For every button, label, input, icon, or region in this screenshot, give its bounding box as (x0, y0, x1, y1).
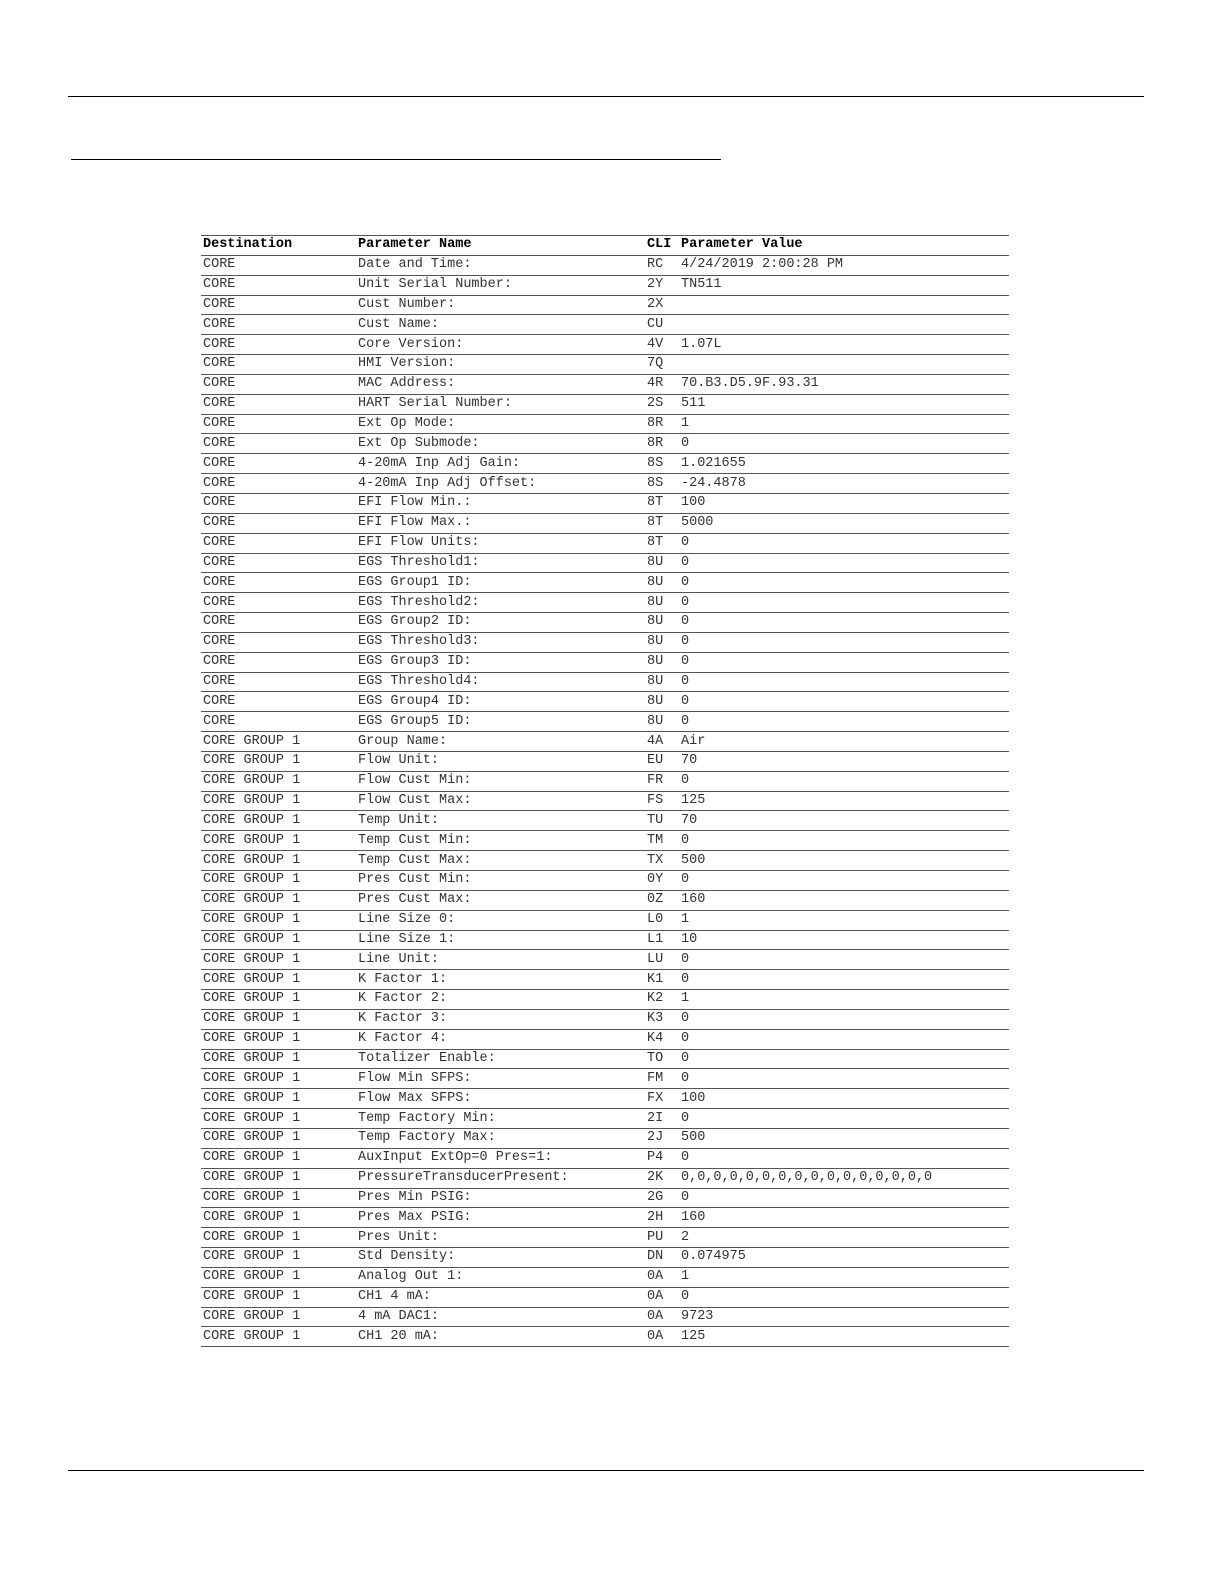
cell-parameter-value: 0 (679, 1029, 1009, 1049)
cell-parameter-name: EGS Group4 ID: (356, 692, 645, 712)
table-row (201, 990, 1009, 1010)
cell-cli: TM (645, 831, 679, 851)
header-destination: Destination (201, 236, 356, 256)
cell-parameter-value: 0 (679, 672, 1009, 692)
cell-destination: CORE GROUP 1 (201, 1228, 356, 1248)
table-row (201, 1248, 1009, 1268)
cell-cli: K3 (645, 1009, 679, 1029)
table-row (201, 533, 1009, 553)
cell-parameter-value: 1.07L (679, 335, 1009, 355)
cell-destination: CORE (201, 374, 356, 394)
cell-parameter-value (679, 315, 1009, 335)
table-row (201, 1168, 1009, 1188)
table-row (201, 434, 1009, 454)
cell-cli: L1 (645, 930, 679, 950)
cell-parameter-name: Temp Factory Max: (356, 1128, 645, 1148)
cell-cli: 4R (645, 374, 679, 394)
cell-cli: 2S (645, 394, 679, 414)
cell-destination: CORE GROUP 1 (201, 950, 356, 970)
cell-parameter-name: CH1 4 mA: (356, 1287, 645, 1307)
cell-parameter-value: 0 (679, 1109, 1009, 1129)
cell-parameter-name: Pres Unit: (356, 1228, 645, 1248)
cell-destination: CORE GROUP 1 (201, 990, 356, 1010)
cell-parameter-value: 100 (679, 1089, 1009, 1109)
cell-cli: 8R (645, 434, 679, 454)
cell-destination: CORE GROUP 1 (201, 910, 356, 930)
cell-cli: 8S (645, 454, 679, 474)
table-row (201, 454, 1009, 474)
cell-parameter-value: 160 (679, 890, 1009, 910)
cell-destination: CORE (201, 295, 356, 315)
cell-parameter-value: 0 (679, 1069, 1009, 1089)
cell-destination: CORE GROUP 1 (201, 1287, 356, 1307)
cell-parameter-name: Line Unit: (356, 950, 645, 970)
table-row (201, 335, 1009, 355)
cell-parameter-name: EGS Group5 ID: (356, 712, 645, 732)
cell-parameter-value: 0 (679, 970, 1009, 990)
cell-parameter-value: 5000 (679, 513, 1009, 533)
cell-cli: 0A (645, 1267, 679, 1287)
cell-parameter-name: Cust Name: (356, 315, 645, 335)
cell-parameter-value: 1.021655 (679, 454, 1009, 474)
cell-destination: CORE GROUP 1 (201, 1248, 356, 1268)
table-row (201, 751, 1009, 771)
cell-destination: CORE GROUP 1 (201, 1267, 356, 1287)
cell-destination: CORE (201, 593, 356, 613)
cell-parameter-name: Temp Unit: (356, 811, 645, 831)
table-row (201, 712, 1009, 732)
cell-parameter-value (679, 355, 1009, 375)
table-row (201, 1267, 1009, 1287)
cell-destination: CORE GROUP 1 (201, 811, 356, 831)
table-row (201, 255, 1009, 275)
cell-parameter-value (679, 295, 1009, 315)
cell-parameter-name: Pres Cust Max: (356, 890, 645, 910)
cell-parameter-name: K Factor 3: (356, 1009, 645, 1029)
cell-cli: 8T (645, 513, 679, 533)
cell-destination: CORE GROUP 1 (201, 771, 356, 791)
cell-parameter-value: 0,0,0,0,0,0,0,0,0,0,0,0,0,0,0,0 (679, 1168, 1009, 1188)
cell-destination: CORE GROUP 1 (201, 1188, 356, 1208)
cell-destination: CORE (201, 434, 356, 454)
cell-parameter-name: Flow Cust Min: (356, 771, 645, 791)
cell-parameter-name: HART Serial Number: (356, 394, 645, 414)
cell-cli: 8U (645, 652, 679, 672)
table-row (201, 1327, 1009, 1347)
cell-parameter-value: 70 (679, 751, 1009, 771)
cell-parameter-name: EFI Flow Units: (356, 533, 645, 553)
cell-destination: CORE GROUP 1 (201, 970, 356, 990)
cell-parameter-value: 0 (679, 1148, 1009, 1168)
cell-cli: TX (645, 851, 679, 871)
table-row (201, 1049, 1009, 1069)
table-row (201, 771, 1009, 791)
cell-destination: CORE GROUP 1 (201, 1089, 356, 1109)
cell-cli: 2Y (645, 275, 679, 295)
cell-parameter-name: Line Size 0: (356, 910, 645, 930)
cell-parameter-name: EGS Threshold2: (356, 593, 645, 613)
table-row (201, 930, 1009, 950)
table-row (201, 732, 1009, 752)
cell-cli: LU (645, 950, 679, 970)
cell-cli: TU (645, 811, 679, 831)
table-row (201, 1287, 1009, 1307)
cell-cli: K2 (645, 990, 679, 1010)
table-row (201, 493, 1009, 513)
table-row (201, 1228, 1009, 1248)
footer-rule (68, 1470, 1144, 1471)
table-row (201, 593, 1009, 613)
cell-parameter-value: 0 (679, 553, 1009, 573)
cell-parameter-value: 0 (679, 950, 1009, 970)
table-row (201, 910, 1009, 930)
cell-destination: CORE GROUP 1 (201, 930, 356, 950)
cell-parameter-value: 511 (679, 394, 1009, 414)
header-cli: CLI (645, 236, 679, 256)
cell-destination: CORE GROUP 1 (201, 1069, 356, 1089)
cell-cli: K4 (645, 1029, 679, 1049)
table-row (201, 414, 1009, 434)
cell-destination: CORE GROUP 1 (201, 1029, 356, 1049)
cell-parameter-value: 4/24/2019 2:00:28 PM (679, 255, 1009, 275)
section-rule (71, 159, 721, 160)
table-row (201, 573, 1009, 593)
table-row (201, 692, 1009, 712)
table-row (201, 474, 1009, 494)
cell-cli: 8U (645, 672, 679, 692)
cell-cli: RC (645, 255, 679, 275)
cell-cli: FS (645, 791, 679, 811)
cell-cli: 8U (645, 712, 679, 732)
cell-parameter-name: 4-20mA Inp Adj Gain: (356, 454, 645, 474)
header-rule (68, 96, 1144, 97)
cell-destination: CORE GROUP 1 (201, 791, 356, 811)
cell-destination: CORE GROUP 1 (201, 890, 356, 910)
cell-destination: CORE (201, 474, 356, 494)
table-row (201, 1188, 1009, 1208)
table-row (201, 890, 1009, 910)
cell-parameter-name: K Factor 4: (356, 1029, 645, 1049)
table-row (201, 275, 1009, 295)
cell-destination: CORE (201, 255, 356, 275)
cell-destination: CORE (201, 493, 356, 513)
table-row (201, 950, 1009, 970)
cell-cli: 8T (645, 533, 679, 553)
cell-destination: CORE GROUP 1 (201, 1168, 356, 1188)
cell-parameter-name: EFI Flow Max.: (356, 513, 645, 533)
cell-parameter-name: EGS Group2 ID: (356, 613, 645, 633)
table-row (201, 374, 1009, 394)
cell-parameter-name: CH1 20 mA: (356, 1327, 645, 1347)
cell-parameter-value: 1 (679, 414, 1009, 434)
cell-destination: CORE GROUP 1 (201, 871, 356, 891)
cell-cli: 0Y (645, 871, 679, 891)
cell-parameter-name: EFI Flow Min.: (356, 493, 645, 513)
cell-parameter-value: 0 (679, 573, 1009, 593)
cell-destination: CORE (201, 513, 356, 533)
cell-parameter-name: Unit Serial Number: (356, 275, 645, 295)
table-row (201, 791, 1009, 811)
cell-destination: CORE (201, 632, 356, 652)
cell-parameter-name: EGS Group1 ID: (356, 573, 645, 593)
header-parameter-name: Parameter Name (356, 236, 645, 256)
cell-parameter-value: 1 (679, 1267, 1009, 1287)
table-row (201, 1208, 1009, 1228)
cell-cli: 7Q (645, 355, 679, 375)
cell-parameter-name: Pres Cust Min: (356, 871, 645, 891)
cell-parameter-name: Ext Op Mode: (356, 414, 645, 434)
table-row (201, 811, 1009, 831)
cell-cli: FR (645, 771, 679, 791)
cell-cli: 4V (645, 335, 679, 355)
cell-destination: CORE (201, 692, 356, 712)
cell-parameter-name: 4 mA DAC1: (356, 1307, 645, 1327)
cell-parameter-name: EGS Threshold4: (356, 672, 645, 692)
cell-parameter-name: Analog Out 1: (356, 1267, 645, 1287)
cell-parameter-name: Flow Cust Max: (356, 791, 645, 811)
cell-parameter-name: Std Density: (356, 1248, 645, 1268)
cell-parameter-name: AuxInput ExtOp=0 Pres=1: (356, 1148, 645, 1168)
cell-destination: CORE GROUP 1 (201, 732, 356, 752)
cell-cli: 8U (645, 573, 679, 593)
cell-parameter-name: HMI Version: (356, 355, 645, 375)
cell-destination: CORE (201, 275, 356, 295)
cell-parameter-name: Date and Time: (356, 255, 645, 275)
cell-parameter-name: Ext Op Submode: (356, 434, 645, 454)
cell-parameter-value: 0 (679, 1287, 1009, 1307)
cell-destination: CORE GROUP 1 (201, 831, 356, 851)
cell-parameter-value: 500 (679, 851, 1009, 871)
cell-cli: 8U (645, 613, 679, 633)
table-row (201, 355, 1009, 375)
cell-cli: 0Z (645, 890, 679, 910)
cell-parameter-name: Totalizer Enable: (356, 1049, 645, 1069)
table-row (201, 394, 1009, 414)
cell-parameter-name: Pres Min PSIG: (356, 1188, 645, 1208)
cell-parameter-name: EGS Threshold1: (356, 553, 645, 573)
cell-cli: 2H (645, 1208, 679, 1228)
cell-destination: CORE (201, 652, 356, 672)
cell-parameter-value: 0 (679, 1049, 1009, 1069)
cell-destination: CORE (201, 553, 356, 573)
cell-parameter-value: 0.074975 (679, 1248, 1009, 1268)
cell-parameter-value: 70.B3.D5.9F.93.31 (679, 374, 1009, 394)
cell-parameter-value: 70 (679, 811, 1009, 831)
cell-parameter-name: Flow Min SFPS: (356, 1069, 645, 1089)
cell-parameter-value: 500 (679, 1128, 1009, 1148)
cell-destination: CORE (201, 454, 356, 474)
cell-parameter-name: Temp Cust Max: (356, 851, 645, 871)
table-row (201, 553, 1009, 573)
cell-cli: 2I (645, 1109, 679, 1129)
cell-parameter-value: 0 (679, 1009, 1009, 1029)
cell-parameter-value: 0 (679, 533, 1009, 553)
cell-destination: CORE (201, 335, 356, 355)
cell-cli: TO (645, 1049, 679, 1069)
cell-parameter-name: Temp Factory Min: (356, 1109, 645, 1129)
cell-parameter-value: 125 (679, 1327, 1009, 1347)
cell-destination: CORE GROUP 1 (201, 1148, 356, 1168)
cell-parameter-value: 0 (679, 692, 1009, 712)
cell-parameter-value: TN511 (679, 275, 1009, 295)
cell-parameter-value: 0 (679, 771, 1009, 791)
cell-destination: CORE (201, 613, 356, 633)
cell-destination: CORE (201, 414, 356, 434)
cell-cli: 2G (645, 1188, 679, 1208)
cell-destination: CORE GROUP 1 (201, 751, 356, 771)
cell-parameter-name: Cust Number: (356, 295, 645, 315)
cell-parameter-value: 160 (679, 1208, 1009, 1228)
cell-destination: CORE GROUP 1 (201, 1327, 356, 1347)
cell-parameter-name: Pres Max PSIG: (356, 1208, 645, 1228)
cell-cli: 8T (645, 493, 679, 513)
cell-destination: CORE GROUP 1 (201, 1307, 356, 1327)
cell-parameter-value: Air (679, 732, 1009, 752)
cell-destination: CORE GROUP 1 (201, 1128, 356, 1148)
cell-parameter-value: 0 (679, 831, 1009, 851)
cell-parameter-value: -24.4878 (679, 474, 1009, 494)
cell-parameter-name: Line Size 1: (356, 930, 645, 950)
table-row (201, 1089, 1009, 1109)
table-row (201, 513, 1009, 533)
cell-parameter-name: K Factor 1: (356, 970, 645, 990)
cell-cli: EU (645, 751, 679, 771)
cell-destination: CORE GROUP 1 (201, 1009, 356, 1029)
cell-parameter-value: 0 (679, 871, 1009, 891)
cell-destination: CORE (201, 533, 356, 553)
table-row (201, 315, 1009, 335)
cell-parameter-value: 1 (679, 910, 1009, 930)
cell-parameter-value: 0 (679, 593, 1009, 613)
cell-parameter-name: Flow Unit: (356, 751, 645, 771)
parameter-table (201, 235, 1009, 1347)
cell-parameter-name: Core Version: (356, 335, 645, 355)
cell-parameter-name: MAC Address: (356, 374, 645, 394)
table-row (201, 1148, 1009, 1168)
cell-parameter-value: 0 (679, 434, 1009, 454)
cell-cli: 2X (645, 295, 679, 315)
cell-cli: 8U (645, 553, 679, 573)
cell-parameter-value: 2 (679, 1228, 1009, 1248)
cell-cli: PU (645, 1228, 679, 1248)
cell-destination: CORE GROUP 1 (201, 851, 356, 871)
table-row (201, 295, 1009, 315)
cell-cli: 8U (645, 632, 679, 652)
table-row (201, 672, 1009, 692)
table-row (201, 851, 1009, 871)
cell-destination: CORE (201, 672, 356, 692)
cell-destination: CORE (201, 394, 356, 414)
table-row (201, 1109, 1009, 1129)
table-row (201, 652, 1009, 672)
cell-destination: CORE (201, 355, 356, 375)
cell-cli: K1 (645, 970, 679, 990)
cell-cli: 8S (645, 474, 679, 494)
cell-cli: FX (645, 1089, 679, 1109)
table-row (201, 871, 1009, 891)
table-row (201, 1069, 1009, 1089)
cell-parameter-name: Temp Cust Min: (356, 831, 645, 851)
cell-parameter-value: 0 (679, 632, 1009, 652)
cell-parameter-name: EGS Group3 ID: (356, 652, 645, 672)
cell-parameter-value: 0 (679, 1188, 1009, 1208)
cell-parameter-name: Flow Max SFPS: (356, 1089, 645, 1109)
cell-parameter-value: 0 (679, 712, 1009, 732)
cell-destination: CORE GROUP 1 (201, 1049, 356, 1069)
cell-cli: 8U (645, 692, 679, 712)
cell-destination: CORE GROUP 1 (201, 1109, 356, 1129)
cell-destination: CORE (201, 315, 356, 335)
cell-cli: L0 (645, 910, 679, 930)
cell-parameter-value: 0 (679, 652, 1009, 672)
cell-parameter-value: 9723 (679, 1307, 1009, 1327)
cell-parameter-name: K Factor 2: (356, 990, 645, 1010)
cell-parameter-value: 10 (679, 930, 1009, 950)
table-header-row (201, 236, 1009, 256)
cell-cli: 2K (645, 1168, 679, 1188)
cell-cli: CU (645, 315, 679, 335)
table-row (201, 1128, 1009, 1148)
cell-cli: DN (645, 1248, 679, 1268)
table-body (201, 255, 1009, 1346)
cell-cli: 4A (645, 732, 679, 752)
cell-cli: 2J (645, 1128, 679, 1148)
cell-cli: P4 (645, 1148, 679, 1168)
cell-parameter-name: PressureTransducerPresent: (356, 1168, 645, 1188)
table-row (201, 613, 1009, 633)
table-row (201, 632, 1009, 652)
table-row (201, 970, 1009, 990)
cell-cli: 8U (645, 593, 679, 613)
table-row (201, 1029, 1009, 1049)
cell-cli: 0A (645, 1327, 679, 1347)
cell-parameter-value: 100 (679, 493, 1009, 513)
cell-cli: 0A (645, 1287, 679, 1307)
cell-cli: FM (645, 1069, 679, 1089)
table-row (201, 831, 1009, 851)
cell-parameter-value: 125 (679, 791, 1009, 811)
cell-cli: 8R (645, 414, 679, 434)
cell-destination: CORE GROUP 1 (201, 1208, 356, 1228)
cell-parameter-value: 0 (679, 613, 1009, 633)
cell-parameter-value: 1 (679, 990, 1009, 1010)
cell-destination: CORE (201, 573, 356, 593)
cell-parameter-name: EGS Threshold3: (356, 632, 645, 652)
cell-cli: 0A (645, 1307, 679, 1327)
table-row (201, 1009, 1009, 1029)
table-row (201, 1307, 1009, 1327)
cell-parameter-name: 4-20mA Inp Adj Offset: (356, 474, 645, 494)
cell-destination: CORE (201, 712, 356, 732)
cell-parameter-name: Group Name: (356, 732, 645, 752)
header-parameter-value: Parameter Value (679, 236, 1009, 256)
